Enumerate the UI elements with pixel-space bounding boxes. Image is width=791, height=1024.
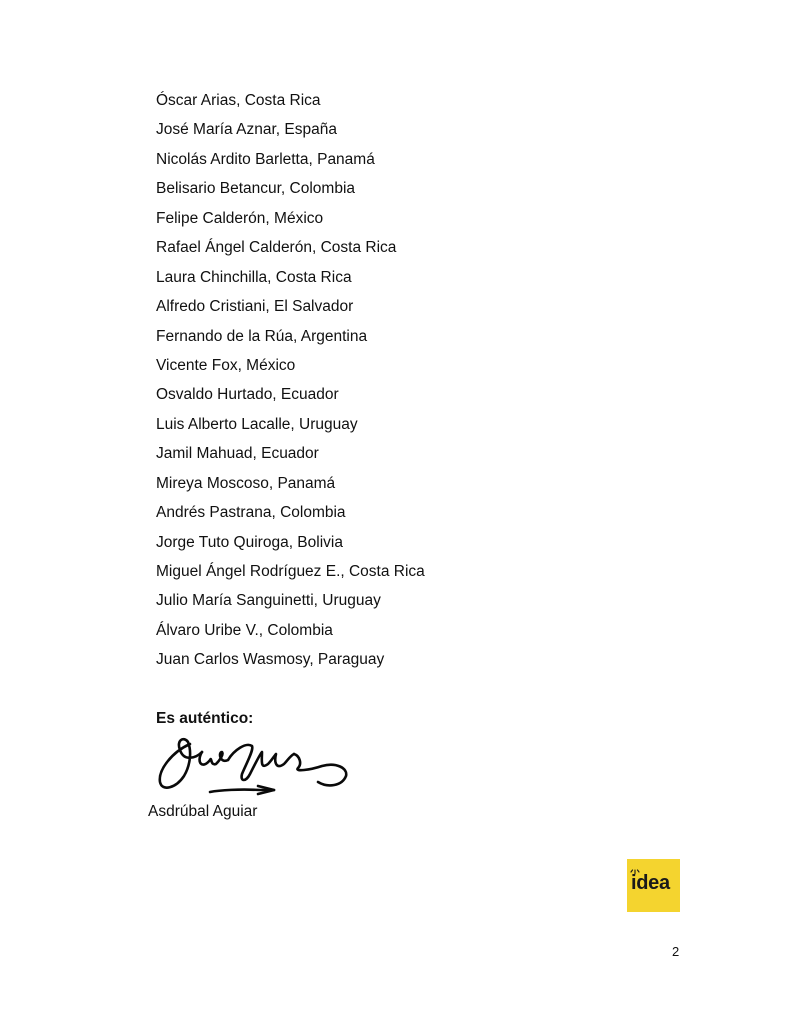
signatory-item: Jamil Mahuad, Ecuador bbox=[156, 445, 319, 463]
signatory-item: Laura Chinchilla, Costa Rica bbox=[156, 268, 352, 286]
signatory-item: Álvaro Uribe V., Colombia bbox=[156, 621, 333, 639]
signatory-item: Juan Carlos Wasmosy, Paraguay bbox=[156, 651, 385, 669]
signatory-item: José María Aznar, España bbox=[156, 121, 337, 139]
signatory-item: Luis Alberto Lacalle, Uruguay bbox=[156, 415, 358, 433]
signatory-item: Miguel Ángel Rodríguez E., Costa Rica bbox=[156, 563, 425, 580]
signatory-item: Osvaldo Hurtado, Ecuador bbox=[156, 386, 339, 404]
signatory-item: Óscar Arias, Costa Rica bbox=[156, 92, 321, 109]
handwritten-signature bbox=[150, 730, 360, 802]
signatory-item: Vicente Fox, México bbox=[156, 356, 296, 374]
signatory-item: Rafael Ángel Calderón, Costa Rica bbox=[156, 239, 397, 257]
signatory-item: Belisario Betancur, Colombia bbox=[156, 180, 356, 198]
signatory-item: Fernando de la Rúa, Argentina bbox=[156, 327, 368, 345]
signatory-item: Julio María Sanguinetti, Uruguay bbox=[156, 592, 381, 610]
authentication-heading: Es auténtico: bbox=[156, 710, 254, 727]
page-number: 2 bbox=[672, 944, 680, 959]
signatory-item: Jorge Tuto Quiroga, Bolivia bbox=[156, 533, 343, 551]
idea-logo bbox=[627, 859, 680, 912]
signatory-item: Andrés Pastrana, Colombia bbox=[156, 504, 346, 522]
signatory-item: Alfredo Cristiani, El Salvador bbox=[156, 298, 354, 316]
signatory-item: Nicolás Ardito Barletta, Panamá bbox=[156, 150, 375, 168]
signer-name: Asdrúbal Aguiar bbox=[148, 803, 258, 820]
logo-text: idea bbox=[631, 872, 670, 894]
signatory-item: Felipe Calderón, México bbox=[156, 209, 324, 227]
signatories-list bbox=[156, 90, 425, 679]
signatory-item: Mireya Moscoso, Panamá bbox=[156, 474, 336, 492]
